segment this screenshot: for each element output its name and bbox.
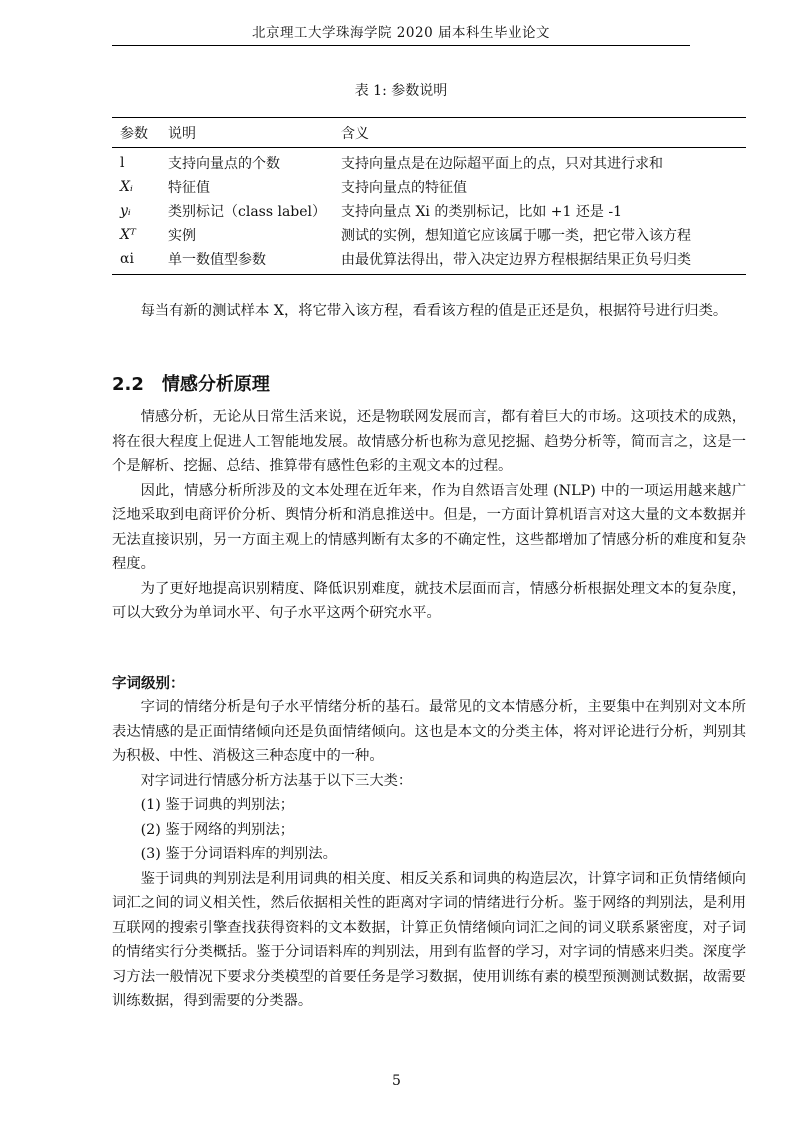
table-row <box>112 247 746 275</box>
section-number: 2.2 <box>112 374 144 395</box>
column-header-meaning: 含义 <box>333 118 746 148</box>
cell-param: yᵢ <box>120 203 131 219</box>
section-title: 情感分析原理 <box>161 374 270 395</box>
table-caption: 表 1: 参数说明 <box>354 83 448 99</box>
cell-meaning: 支持向量点是在边际超平面上的点，只对其进行求和 <box>341 156 663 172</box>
table-row <box>112 199 746 223</box>
section-paragraph: 情感分析，无论从日常生活来说，还是物联网发展而言，都有着巨大的市场。这项技术的成熟，将在很大程度上促进人工智能地发展。故情感分析也称为意见挖掘、趋势分析等，简而言之，这是一个是解析、挖掘、总结、推算带有感性色彩的主观文本的过程。 <box>112 409 746 474</box>
section-paragraph: 为了更好地提高识别精度、降低识别难度，就技术层面而言，情感分析根据处理文本的复杂度，可以大致分为单词水平、句子水平这两个研究水平。 <box>112 580 746 621</box>
cell-meaning: 支持向量点 Xi 的类别标记，比如 +1 还是 -1 <box>341 204 622 220</box>
cell-desc: 支持向量点的个数 <box>168 156 280 172</box>
table-header-row <box>112 118 746 148</box>
cell-param: Xᵢ <box>120 179 133 195</box>
section-paragraph: 因此，情感分析所涉及的文本处理在近年来，作为自然语言处理 (NLP) 中的一项运用越来越广泛地采取到电商评价分析、舆情分析和消息推送中。但是，一方面计算机语言对这大量的文本数据并无法直接识别，另一方面主观上的情感判断有太多的不确定性，这些都增加了情感分析的难度和复杂程度。 <box>112 482 746 572</box>
column-header-param: 参数 <box>112 118 160 148</box>
cell-param: Xᵀ <box>120 227 136 243</box>
table-row <box>112 223 746 247</box>
parameter-table <box>112 117 746 275</box>
cell-desc: 实例 <box>168 228 196 244</box>
subsection-body <box>112 695 746 1014</box>
subsection-heading: 字词级别： <box>112 676 185 692</box>
column-header-desc: 说明 <box>160 118 333 148</box>
section-body <box>112 405 746 626</box>
intro-paragraph: 每当有新的测试样本 X，将它带入该方程，看看该方程的值是正还是负，根据符号进行归类。 <box>140 303 728 319</box>
list-item: (2) 鉴于网络的判别法； <box>140 821 295 838</box>
cell-desc: 单一数值型参数 <box>160 247 333 275</box>
cell-param: l <box>120 155 125 171</box>
cell-desc: 类别标记（class label） <box>168 204 327 220</box>
intro-block <box>112 299 746 324</box>
header-rule <box>112 45 690 46</box>
section-heading <box>112 372 270 398</box>
list-item: (3) 鉴于分词语料库的判别法。 <box>140 846 337 862</box>
cell-meaning: 支持向量点的特征值 <box>341 180 467 196</box>
cell-meaning: 测试的实例，想知道它应该属于哪一类，把它带入该方程 <box>341 228 691 244</box>
subsection-closing-paragraph: 鉴于词典的判别法是利用词典的相关度、相反关系和词典的构造层次，计算字词和正负情绪倾向词汇之间的词义相关性，然后依据相关性的距离对字词的情绪进行分析。鉴于网络的判别法，是利用互联网的搜索引擎查找获得资料的文本数据，计算正负情绪倾向词汇之间的词义联系紧密度，对子词的情绪实行分类概括。鉴于分词语料库的判别法，用到有监督的学习，对字词的情感来归类。深度学习方法一般情况下要求分类模型的首要任务是学习数据，使用训练有素的模型预测测试数据，故需要训练数据，得到需要的分类器。 <box>112 870 746 1009</box>
cell-desc: 特征值 <box>168 180 210 196</box>
page-number: 5 <box>392 1073 401 1089</box>
list-item: (1) 鉴于词典的判别法； <box>140 797 295 813</box>
cell-meaning: 由最优算法得出，带入决定边界方程根据结果正负号归类 <box>333 247 746 275</box>
subsection-paragraph: 字词的情绪分析是句子水平情绪分析的基石。最常见的文本情感分析，主要集中在判别对文本所表达情感的是正面情绪倾向还是负面情绪倾向。这也是本文的分类主体，将对评论进行分析，判别其为积极、中性、消极这三种态度中的一种。 <box>112 699 746 764</box>
table-row <box>112 175 746 199</box>
running-header: 北京理工大学珠海学院 2020 届本科生毕业论文 <box>252 25 550 41</box>
subsection-paragraph: 对字词进行情感分析方法基于以下三大类： <box>140 772 413 789</box>
cell-param: αi <box>112 247 160 275</box>
table-row <box>112 148 746 176</box>
